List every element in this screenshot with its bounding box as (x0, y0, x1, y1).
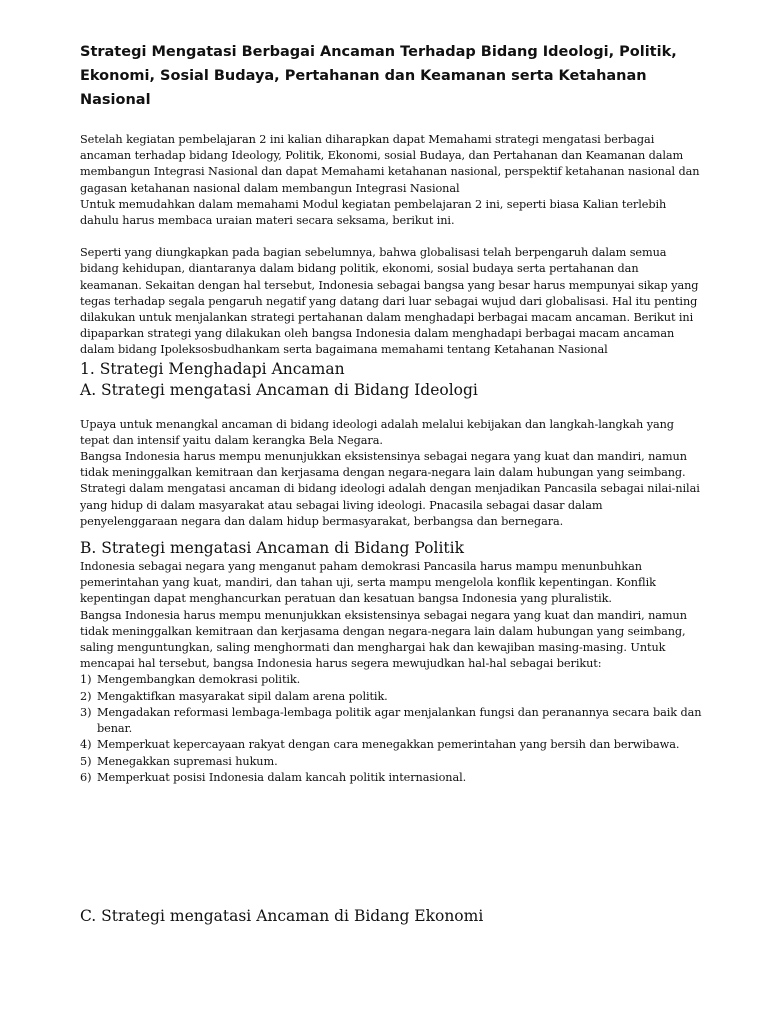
list-item (80, 770, 702, 786)
list-item-text: Memperkuat kepercayaan rakyat dengan cara menegakkan pemerintahan yang bersih dan berwibawa. (97, 738, 680, 752)
list-item-number: 4) (80, 738, 92, 752)
intro-paragraph-1: Setelah kegiatan pembelajaran 2 ini kalian diharapkan dapat Memahami strategi mengatasi berbagai ancaman terhadap bidang Ideology, Politik, Ekonomi, sosial Budaya, dan Pertahanan dan Keamanan dalam membangun Integrasi Nasional dan dapat Memahami ketahanan nasional, perspektif ketahanan nasional dan gagasan ketahanan nasional dalam membangun Integrasi Nasional (80, 133, 700, 195)
list-item-number: 6) (80, 770, 92, 784)
list-item (80, 737, 702, 753)
section-c-heading: C. Strategi mengatasi Ancaman di Bidang Ekonomi (80, 907, 484, 925)
list-item-number: 2) (80, 689, 92, 703)
list-item-text: Mengadakan reformasi lembaga-lembaga politik agar menjalankan fungsi dan peranannya secara baik dan benar. (97, 705, 702, 736)
list-item-number: 5) (80, 754, 92, 768)
list-item-text: Mengembangkan demokrasi politik. (97, 673, 301, 687)
list-item-number: 3) (80, 705, 92, 719)
section-1-heading: 1. Strategi Menghadapi Ancaman (80, 359, 345, 378)
list-item-text: Memperkuat posisi Indonesia dalam kancah politik internasional. (97, 770, 467, 784)
list-item (80, 672, 702, 688)
section-a-heading: A. Strategi mengatasi Ancaman di Bidang Ideologi (80, 380, 478, 399)
section-a-paragraph-2: Bangsa Indonesia harus mempu menunjukkan eksistensinya sebagai negara yang kuat dan mandiri, namun tidak meninggalkan kemitraan dan kerjasama dengan negara-negara lain dalam hubungan yang seimbang. Strategi dalam mengatasi ancaman di bidang ideologi adalah dengan menjadikan Pancasila sebagai nilai-nilai yang hidup di dalam masyarakat atau sebagai living ideologi. Pnacasila sebagai dasar dalam penyelenggaraan negara dan dalam hidup bermasyarakat, berbangsa dan bernegara. (80, 450, 700, 528)
section-b-paragraph-2: Bangsa Indonesia harus mempu menunjukkan eksistensinya sebagai negara yang kuat dan mandiri, namun tidak meninggalkan kemitraan dan kerjasama dengan negara-negara lain dalam hubungan yang seimbang, saling menguntungkan, saling menghormati dan menghargai hak dan kewajiban masing-masing. Untuk mencapai hal tersebut, bangsa Indonesia harus segera mewujudkan hal-hal sebagai berikut: (80, 608, 687, 671)
list-item (80, 689, 702, 705)
list-item-text: Mengaktifkan masyarakat sipil dalam arena politik. (97, 689, 388, 703)
section-c (80, 906, 702, 927)
list-item (80, 754, 702, 770)
list-item-text: Menegakkan supremasi hukum. (97, 754, 278, 768)
intro-paragraph-2: Untuk memudahkan dalam memahami Modul kegiatan pembelajaran 2 ini, seperti biasa Kalian terlebih dahulu harus membaca uraian materi secara seksama, berikut ini. (80, 197, 667, 228)
section-b-paragraph-1: Indonesia sebagai negara yang menganut paham demokrasi Pancasila harus mampu menunbuhkan pemerintahan yang kuat, mandiri, dan tahan uji, serta mampu mengelola konflik kepentingan. Konflik kepentingan dapat menghancurkan peratuan dan kesatuan bangsa Indonesia yang pluralistik. (80, 560, 656, 606)
document-title: Strategi Mengatasi Berbagai Ancaman Terhadap Bidang Ideologi, Politik, Ekonomi, Sosial Budaya, Pertahanan dan Keamanan serta Ketahanan Nasional (80, 44, 677, 108)
document-page (80, 40, 702, 786)
context-paragraph: Seperti yang diungkapkan pada bagian sebelumnya, bahwa globalisasi telah berpengaruh dalam semua bidang kehidupan, diantaranya dalam bidang politik, ekonomi, sosial budaya serta pertahanan dan keamanan. Sekaitan dengan hal tersebut, Indonesia sebagai bangsa yang besar harus mempunyai sikap yang tegas terhadap segala pengaruh negatif yang datang dari luar sebagai wujud dari globalisasi. Hal itu penting dilakukan untuk menjalankan strategi pertahanan dalam menghadapi berbagai macam ancaman. Berikut ini dipaparkan strategi yang dilakukan oleh bangsa Indonesia dalam menghadapi berbagai macam ancaman dalam bidang Ipoleksosbudhankam serta bagaimana memahami tentang Ketahanan Nasional (80, 246, 699, 357)
politik-strategy-list (80, 672, 702, 785)
section-a-paragraph-1: Upaya untuk menangkal ancaman di bidang ideologi adalah melalui kebijakan dan langkah-langkah yang tepat dan intensif yaitu dalam kerangka Bela Negara. (80, 417, 674, 447)
list-item (80, 705, 702, 737)
list-item-number: 1) (80, 673, 92, 687)
section-b-heading: B. Strategi mengatasi Ancaman di Bidang Politik (80, 539, 464, 558)
